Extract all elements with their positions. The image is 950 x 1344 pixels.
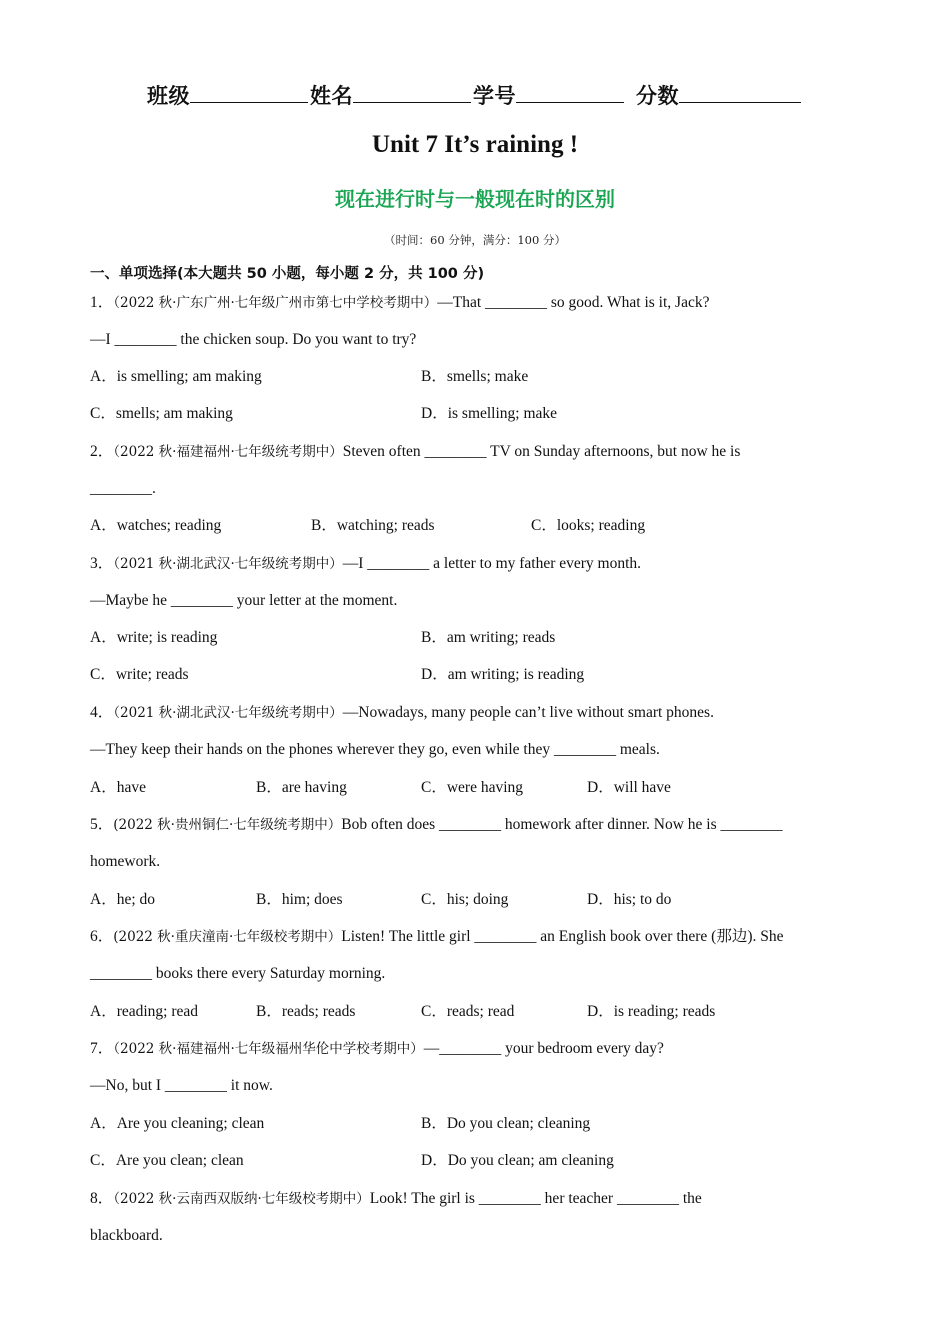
question-text: —________ your bedroom every day? [423,1040,664,1057]
question-2-option-a: A．watches; reading [90,517,222,534]
score-blank [679,80,801,103]
question-5-option-d: D．his; to do [587,891,672,908]
question-6-line-1 [90,927,784,947]
class-label: 班级 [147,84,190,108]
time-note: （时间：60 分钟，满分：100 分） [384,233,566,247]
page-subtitle: 现在进行时与一般现在时的区别 [335,187,615,211]
question-1-option-a: A．is smelling; am making [90,368,262,385]
question-text: —That ________ so good. What is it, Jack? [437,294,710,311]
question-3-option-d: D．am writing; is reading [421,666,585,683]
question-3-line-2: —Maybe he ________ your letter at the moment. [90,592,398,609]
name-label: 姓名 [310,84,353,108]
question-1-option-b: B．smells; make [421,368,529,385]
question-5-option-b: B．him; does [256,891,343,908]
class-blank [190,80,308,103]
question-1-line-2: —I ________ the chicken soup. Do you want to try? [90,331,417,348]
number-label: 学号 [473,84,516,108]
question-6-option-a: A．reading; read [90,1003,199,1020]
question-3-line-1 [90,554,641,574]
question-3-option-a: A．write; is reading [90,629,218,646]
question-4-line-1 [90,703,714,723]
question-8-line-1 [90,1189,702,1209]
question-source: （2022 秋·福建福州·七年级统考期中） [113,444,343,460]
student-info-header [0,80,950,110]
question-7-line-1 [90,1039,664,1059]
question-1-line-1 [90,293,709,313]
question-number: 5． [90,816,114,833]
question-text: —Nowadays, many people can’t live without smart phones. [342,704,714,721]
question-2-option-c: C．looks; reading [531,517,646,534]
question-source: (2022 秋·贵州铜仁·七年级统考期中） [113,817,342,833]
question-1-option-d: D．is smelling; make [421,405,558,422]
question-source: （2022 秋·广东广州·七年级广州市第七中学校考期中） [113,295,438,311]
question-6-option-c: C．reads; read [421,1003,515,1020]
question-4-option-c: C．were having [421,779,524,796]
question-number: 2． [90,443,114,460]
question-7-option-a: A．Are you cleaning; clean [90,1115,265,1132]
question-2-line-2: ________. [90,480,156,497]
question-4-line-2: —They keep their hands on the phones wherever they go, even while they ________ meals. [90,741,660,758]
question-7-option-b: B．Do you clean; cleaning [421,1115,591,1132]
question-6-option-b: B．reads; reads [256,1003,356,1020]
question-3-option-b: B．am writing; reads [421,629,556,646]
question-source: （2021 秋·湖北武汉·七年级统考期中） [113,556,343,572]
question-source: （2022 秋·福建福州·七年级福州华伦中学校考期中） [113,1041,424,1057]
section-heading: 一、单项选择(本大题共 50 小题，每小题 2 分，共 100 分) [90,266,485,282]
question-7-option-d: D．Do you clean; am cleaning [421,1152,614,1169]
question-number: 8． [90,1190,114,1207]
question-5-line-1 [90,815,783,835]
question-number: 4． [90,704,114,721]
question-source: （2022 秋·云南西双版纳·七年级校考期中） [113,1191,370,1207]
question-6-line-2: ________ books there every Saturday morning. [90,965,386,982]
question-4-option-a: A．have [90,779,146,796]
name-blank [353,80,471,103]
question-number: 1． [90,294,114,311]
score-label: 分数 [636,84,679,108]
question-1-option-c: C．smells; am making [90,405,233,422]
question-8-line-2: blackboard. [90,1227,163,1244]
question-source: (2022 秋·重庆潼南·七年级校考期中） [113,929,342,945]
question-4-option-d: D．will have [587,779,671,796]
question-number: 6． [90,928,114,945]
question-text: Steven often ________ TV on Sunday afternoons, but now he is [342,443,741,460]
question-text: —I ________ a letter to my father every month. [342,555,642,572]
question-7-line-2: —No, but I ________ it now. [90,1077,273,1094]
number-blank [516,80,624,103]
question-5-option-a: A．he; do [90,891,156,908]
question-3-option-c: C．write; reads [90,666,189,683]
question-text: Look! The girl is ________ her teacher ________ the [369,1190,702,1207]
question-source: （2021 秋·湖北武汉·七年级统考期中） [113,705,343,721]
question-5-line-2: homework. [90,853,161,870]
question-2-line-1 [90,442,740,462]
question-5-option-c: C．his; doing [421,891,509,908]
question-4-option-b: B．are having [256,779,347,796]
question-2-option-b: B．watching; reads [311,517,435,534]
question-7-option-c: C．Are you clean; clean [90,1152,244,1169]
question-text: Bob often does ________ homework after dinner. Now he is ________ [341,816,783,833]
page-title: Unit 7 It’s raining ! [371,131,579,158]
question-number: 7． [90,1040,114,1057]
question-6-option-d: D．is reading; reads [587,1003,716,1020]
question-number: 3． [90,555,114,572]
question-text: Listen! The little girl ________ an English book over there (那边). She [341,928,784,945]
